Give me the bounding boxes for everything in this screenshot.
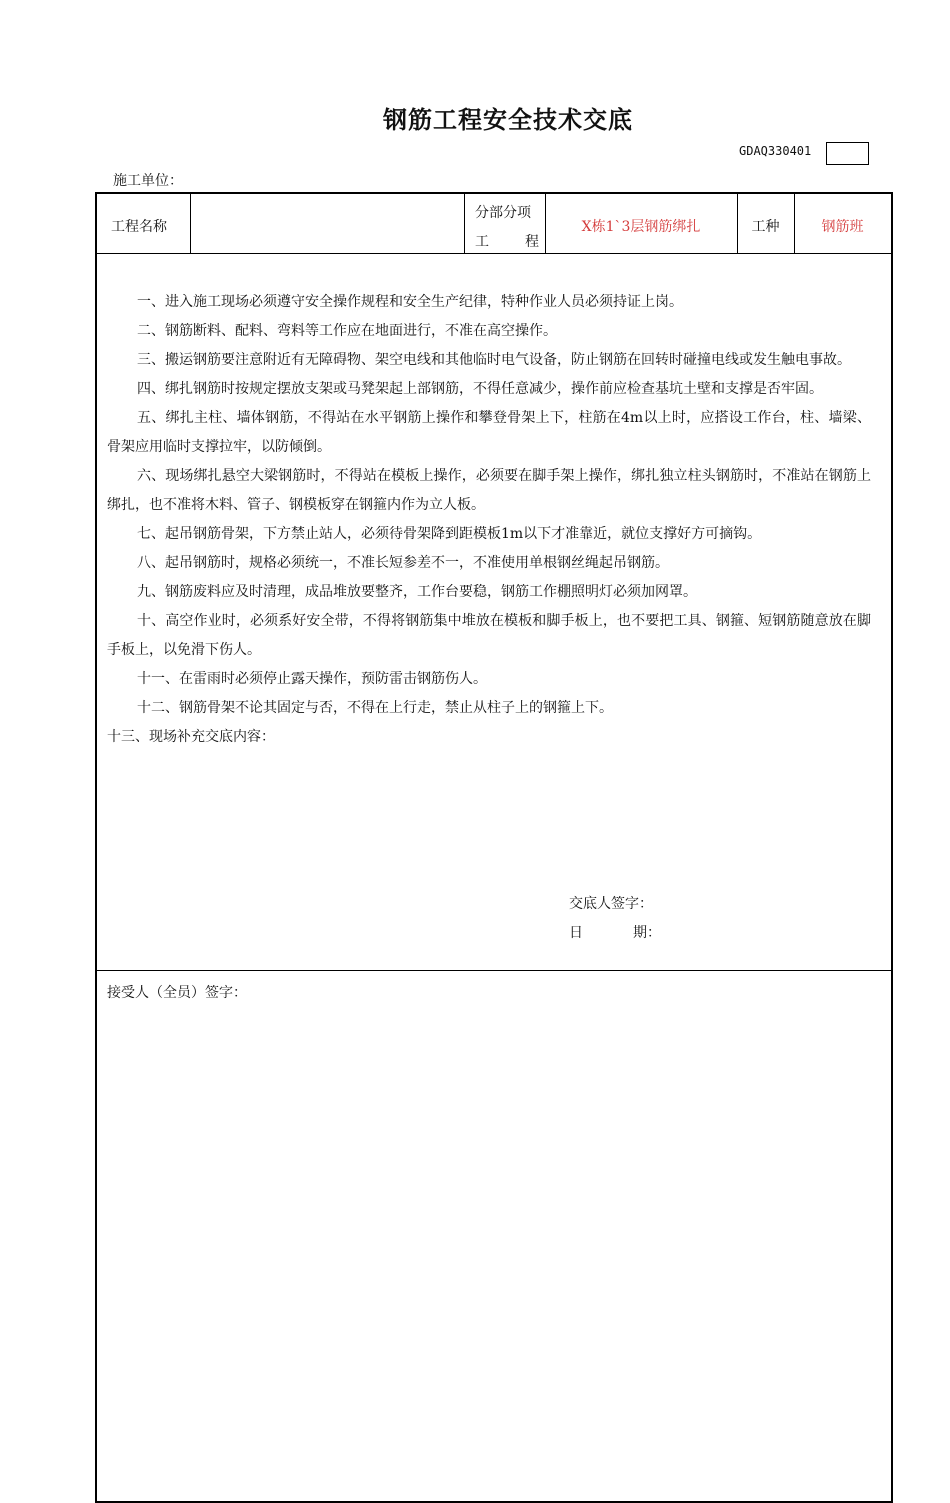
divider (190, 194, 191, 253)
document-code-box[interactable] (826, 142, 869, 165)
sub-project-value[interactable]: X栋1`3层钢筋绑扎 (581, 219, 701, 235)
construction-unit-label: 施工单位： (113, 173, 183, 189)
list-item: 十、高空作业时，必须系好安全带，不得将钢筋集中堆放在模板和脚手板上，也不要把工具、钢箍、短钢筋随意放在脚手板上，以免滑下伤人。 (107, 613, 871, 658)
list-item: 十一、在雷雨时必须停止露天操作，预防雷击钢筋伤人。 (137, 671, 487, 687)
list-item: 六、现场绑扎悬空大梁钢筋时，不得站在模板上操作，必须要在脚手架上操作，绑扎独立柱头钢筋时，不准站在钢筋上绑扎，也不准将木料、管子、钢模板穿在钢箍内作为立人板。 (107, 468, 871, 513)
list-item: 四、绑扎钢筋时按规定摆放支架或马凳架起上部钢筋，不得任意减少，操作前应检查基坑土壁和支撑是否牢固。 (137, 381, 823, 397)
receiver-signature-label: 接受人（全员）签字： (107, 985, 247, 1001)
trade-label: 工种 (751, 219, 780, 235)
list-item: 八、起吊钢筋时，规格必须统一，不准长短参差不一，不准使用单根钢丝绳起吊钢筋。 (137, 555, 669, 571)
list-item: 七、起吊钢筋骨架，下方禁止站人，必须待骨架降到距模板1m以下才准靠近，就位支撑好方可摘钩。 (137, 526, 762, 542)
sub-project-label-line2b: 程 (525, 234, 539, 250)
sub-project-label-line2a: 工 (475, 234, 489, 250)
list-item: 十二、钢筋骨架不论其固定与否，不得在上行走，禁止从柱子上的钢箍上下。 (137, 700, 613, 716)
handover-content (107, 288, 871, 752)
document-code: GDAQ330401 (739, 144, 812, 158)
list-item: 五、绑扎主柱、墙体钢筋，不得站在水平钢筋上操作和攀登骨架上下，柱筋在4m以上时，应搭设工作台，柱、墙梁、骨架应用临时支撑拉牢，以防倾倒。 (107, 410, 871, 455)
list-item: 三、搬运钢筋要注意附近有无障碍物、架空电线和其他临时电气设备，防止钢筋在回转时碰撞电线或发生触电事故。 (137, 352, 851, 368)
date-label-b: 期： (633, 925, 661, 941)
date-label-a: 日 (569, 925, 583, 941)
trade-value[interactable]: 钢筋班 (821, 219, 864, 235)
sub-project-label-line1: 分部分项 (475, 205, 531, 221)
divider (97, 970, 891, 971)
list-item: 二、钢筋断料、配料、弯料等工作应在地面进行，不准在高空操作。 (137, 323, 557, 339)
list-item: 一、进入施工现场必须遵守安全操作规程和安全生产纪律，特种作业人员必须持证上岗。 (137, 294, 683, 310)
divider (464, 194, 465, 253)
divider (97, 253, 891, 254)
supplement-label: 十三、现场补充交底内容： (107, 729, 275, 745)
list-item: 九、钢筋废料应及时清理，成品堆放要整齐，工作台要稳，钢筋工作棚照明灯必须加网罩。 (137, 584, 697, 600)
project-name-label: 工程名称 (111, 219, 167, 235)
signer-label: 交底人签字： (569, 896, 653, 912)
document-title: 钢筋工程安全技术交底 (383, 106, 633, 134)
handover-form (95, 192, 893, 1503)
